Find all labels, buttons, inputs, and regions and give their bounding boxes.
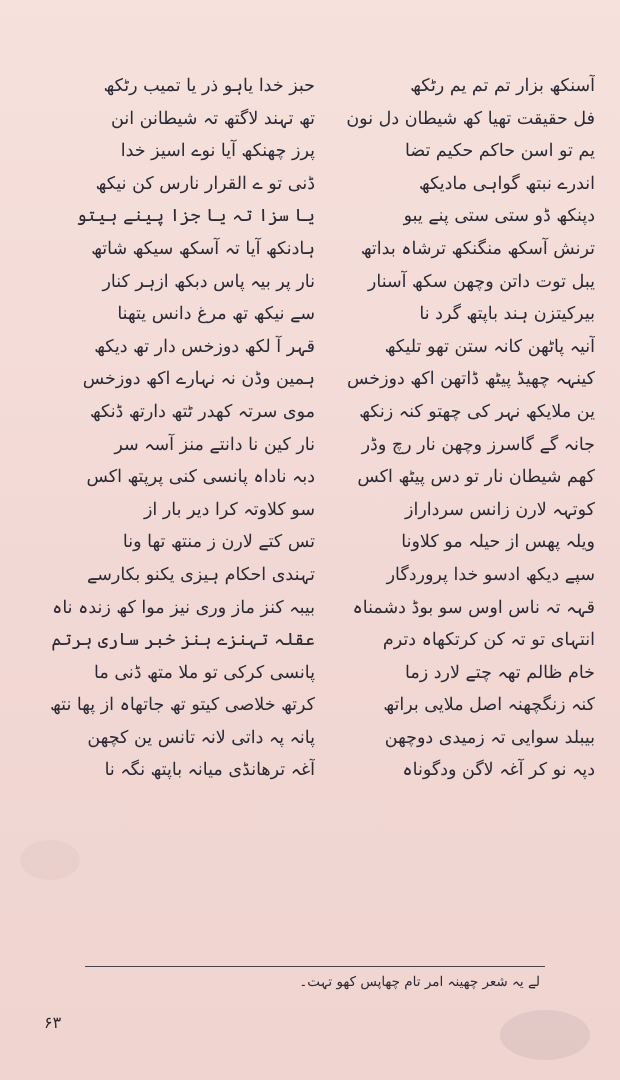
verse-line: ترنش آسکھ منگنکھ ترشاہ بداتھ [360, 238, 595, 259]
verse-line: نار کین نا دانتے منز آسہ سر [114, 434, 315, 455]
verse-line: سپے دیکھ ادسو خدا پروردگار [386, 564, 595, 585]
verse-line: یم تو اسن حاکم حکیم تضا [404, 141, 595, 162]
verse-line: جانہ گے گاسرز وچھن نار رچ وڈر [361, 434, 595, 455]
verse-line: تھ تہند لاگتھ تہ شیطانن انن [111, 108, 315, 129]
verse-line: ڈنی تو ے القرار نارس کن نیکھ [95, 173, 315, 194]
verse-line: کینہہ چھیڈ پیٹھ ڈاتھن اکھ دوزخس [346, 369, 595, 390]
verse-line: ہادنکھ آیا تہ آسکھ سیکھ شاتھ [91, 238, 315, 259]
verse-line: بیبہ کنز ماز وری نیز موا کھ زندہ ناہ [52, 597, 315, 618]
verse-line: فل حقیقت تھیا کھ شیطان دل نون [346, 108, 595, 129]
verse-line: عقلہ تہنزے ہنز خبر ساری ہرتم [51, 630, 315, 651]
paper-stain [500, 1010, 590, 1060]
verse-line: نار پر بیہ پاس دبکھ ازہر کنار [102, 271, 315, 292]
verse-line: سے نیکھ تھ مرغ دانس یتھنا [117, 304, 315, 325]
verse-line: تس کتے لارن ز منتھ تھا ونا [122, 532, 315, 553]
verse-line: کرتھ خلاصی کیتو تھ جاتھاہ از پھا نتھ [50, 695, 315, 716]
verse-line: اندرے نبتھ گواہی مادیکھ [419, 173, 595, 194]
verse-line: آغہ ترھانڈی میانہ باپتھ نگہ نا [104, 760, 315, 781]
page-number: ۶۳ [44, 1013, 62, 1032]
verse-line: تہندی احکام ہیزی یکنو بکارسے [86, 564, 315, 585]
verse-line: یبل توت داتن وچھن سکھ آسنار [367, 271, 595, 292]
verse-line: آنیہ پاٹھن کانہ ستن تھو تلیکھ [384, 336, 595, 357]
paper-stain [20, 840, 80, 880]
verse-line: بیرکیتزن ہند باپتھ گرد نا [419, 304, 595, 325]
verse-line: بیبلد سوایی تہ زمیدی دوچھن [384, 727, 595, 748]
verse-line: حبز خدا یاہو ذر یا تمیب رٹکھ [103, 76, 315, 96]
verse-line: کوتہہ لارن زانس سرداراز [405, 499, 595, 520]
right-column [325, 70, 595, 787]
verse-line: قہر آ لکھ دوزخس دار تھ دیکھ [94, 336, 315, 357]
left-column [45, 70, 315, 787]
verse-line: کھم شیطان نار تو دس پیٹھ اکس [357, 467, 595, 488]
verse-line: ویلہ پھس از حیلہ مو کلاونا [401, 532, 595, 553]
verse-line: انتہای تو تہ کن کرتکھاہ دترم [382, 630, 595, 651]
verse-line: یا سزا تہ یا جزا پینے ہیتو [76, 206, 315, 227]
footnote-divider [85, 966, 545, 967]
verse-line: پانسی کرکی تو ملا متھ ڈنی ما [94, 662, 315, 683]
verse-line: ین ملایکھ نہر کی چھتو کنہ زنکھ [359, 401, 595, 422]
verse-line: خام ظالم تھہ چتے لارد زما [405, 662, 595, 683]
verse-line: پانہ پہ داتی لانہ تانس ین کچھن [87, 727, 315, 748]
verse-line: دبہ ناداہ پانسی کنی پرپتھ اکس [86, 467, 315, 488]
verse-line: آسنکھ بزار تم تم یم رٹکھ [410, 76, 595, 96]
verse-line: پرز چھنکھ آیا نوے اسیز خدا [120, 141, 315, 162]
verse-line: قہہ تہ ناس اوس سو بوڈ دشمناہ [352, 597, 595, 618]
verse-line: ہمین وڈن نہ نہارے اکھ دوزخس [82, 369, 315, 390]
verse-line: دپنکھ ڈو ستی ستی پنے یبو [403, 206, 595, 227]
verse-line: دپہ نو کر آغہ لاگن ودگوناہ [402, 760, 595, 781]
footnote: لے یہ شعر چھینہ امر تام چھاپس کھو تہت۔ [299, 974, 540, 990]
verse-line: کنہ زنگچھنہ اصل ملایی براتھ [383, 695, 595, 716]
verse-line: موی سرتہ کھدر ٹتھ دارتھ ڈنکھ [89, 401, 315, 422]
verse-line: سو کلاوتہ کرا دیر بار از [143, 499, 315, 520]
